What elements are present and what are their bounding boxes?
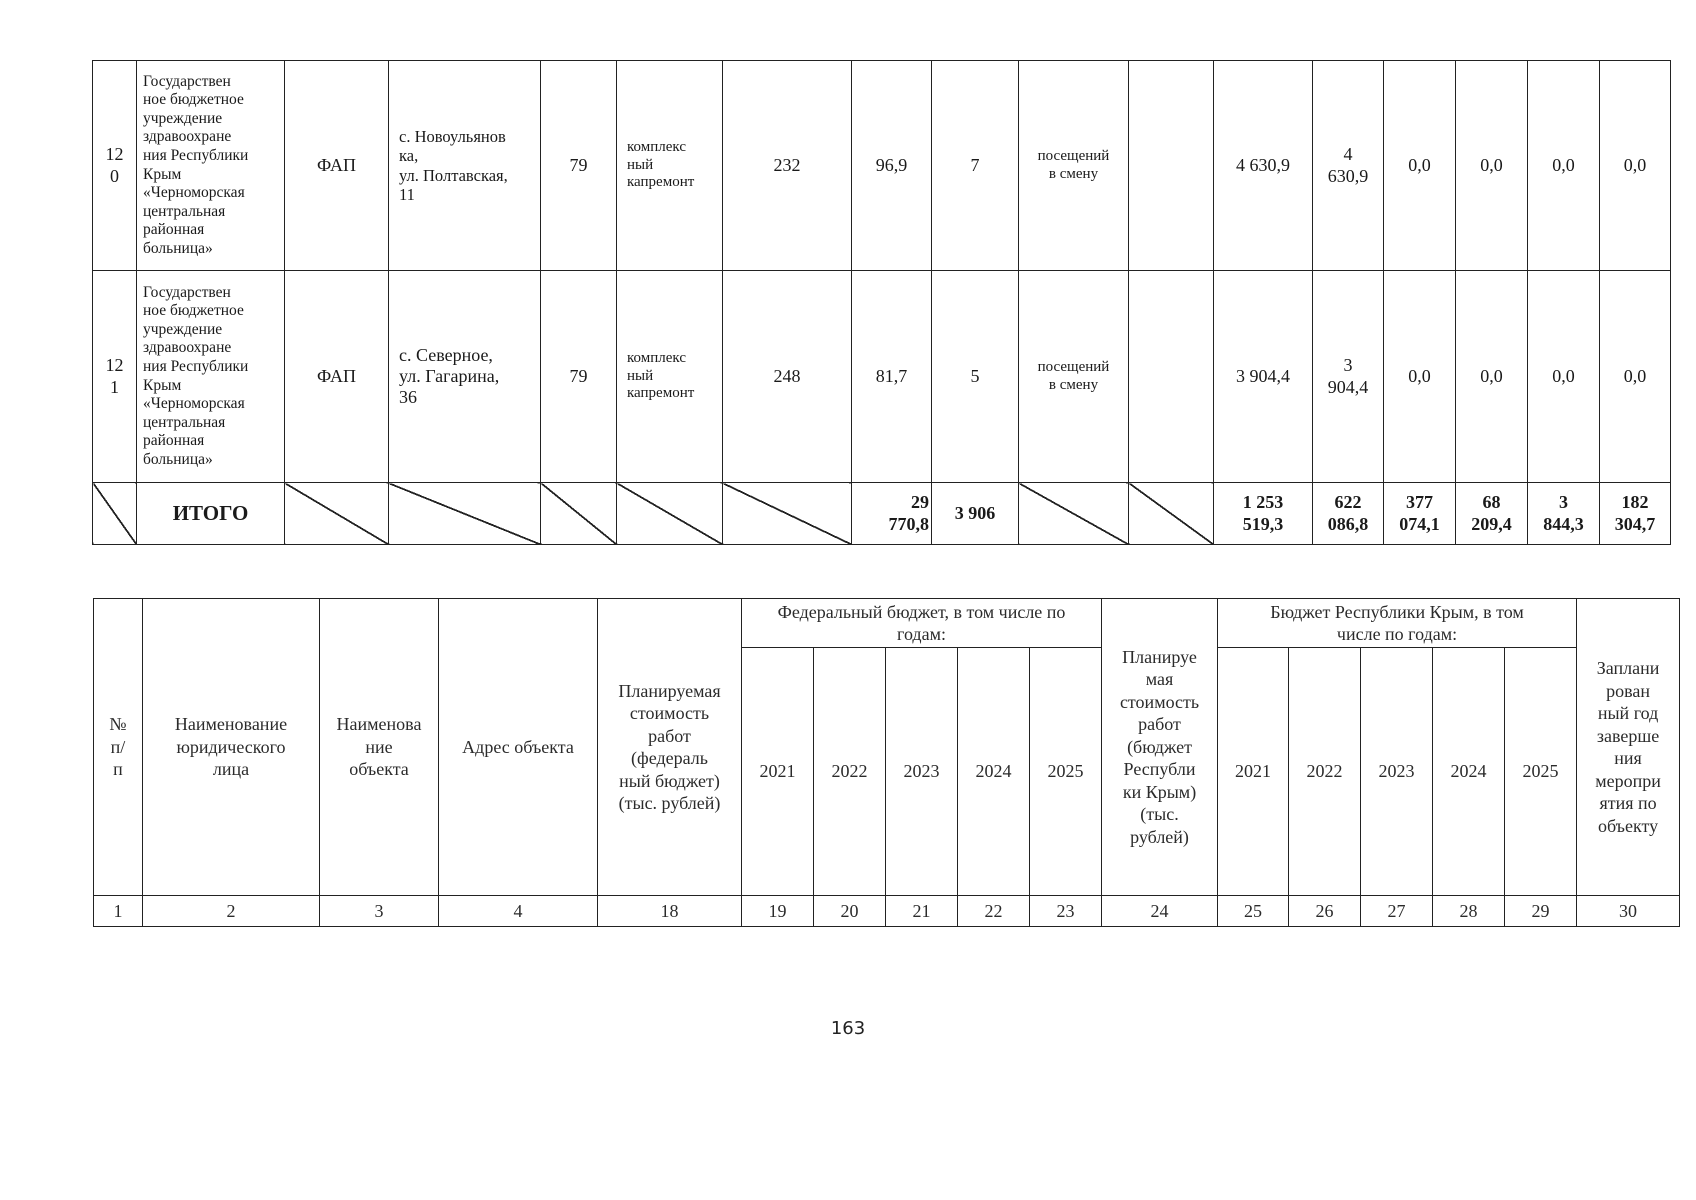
empty-diagonal-cell [541,483,617,545]
cell-value: 0,0 [1384,271,1456,483]
legal-entity-name: Государствен ное бюджетное учреждение здравоохране ния Республики Крым «Черноморская центральная районная больница» [137,271,285,483]
object-table-continued [92,60,1671,545]
total-value: 68 209,4 [1456,483,1528,545]
column-number: 3 [320,896,439,927]
header-row-number: № п/ п [94,599,143,896]
column-number: 26 [1289,896,1361,927]
empty-diagonal-cell [1129,483,1214,545]
column-number: 18 [598,896,742,927]
column-number: 30 [1577,896,1680,927]
header-federal-cost: Планируемая стоимость работ (федераль ный бюджет) (тыс. рублей) [598,599,742,896]
cell-value: 232 [723,61,852,271]
cell-value: 0,0 [1384,61,1456,271]
column-number: 20 [814,896,886,927]
column-number: 4 [439,896,598,927]
column-number: 24 [1102,896,1218,927]
cell-value: 0,0 [1456,271,1528,483]
total-value: 29 770,8 [852,483,932,545]
year-header: 2024 [958,648,1030,896]
column-number: 1 [94,896,143,927]
budget-header-table [93,598,1680,927]
legal-entity-name: Государствен ное бюджетное учреждение здравоохране ния Республики Крым «Черноморская центральная районная больница» [137,61,285,271]
capacity-unit: посещений в смену [1019,271,1129,483]
year-header: 2022 [1289,648,1361,896]
year-header: 2022 [814,648,886,896]
year-header: 2025 [1030,648,1102,896]
object-type: ФАП [285,61,389,271]
object-address: с. Северное, ул. Гагарина, 36 [389,271,541,483]
empty-diagonal-cell [723,483,852,545]
cell-value: 3 904,4 [1214,271,1313,483]
cell-value: 0,0 [1600,61,1671,271]
total-value: 3 906 [932,483,1019,545]
empty-diagonal-cell [1019,483,1129,545]
table-row [93,271,1671,483]
page-number: 163 [830,1018,866,1039]
column-number: 27 [1361,896,1433,927]
column-number: 28 [1433,896,1505,927]
header-object-name: Наименова ние объекта [320,599,439,896]
cell-value: 4 630,9 [1214,61,1313,271]
cell-value: 3 904,4 [1313,271,1384,483]
empty-diagonal-cell [285,483,389,545]
year-header: 2021 [742,648,814,896]
total-value: 622 086,8 [1313,483,1384,545]
cell-value: 0,0 [1528,271,1600,483]
row-number: 12 0 [93,61,137,271]
column-number: 25 [1218,896,1289,927]
column-number: 21 [886,896,958,927]
year-header: 2024 [1433,648,1505,896]
work-type: комплекс ный капремонт [617,61,723,271]
year-header: 2023 [886,648,958,896]
year-header: 2025 [1505,648,1577,896]
column-numbers-row [94,896,1680,927]
header-address: Адрес объекта [439,599,598,896]
header-federal-budget: Федеральный бюджет, в том числе по годам: [742,599,1102,648]
year-header: 2021 [1218,648,1289,896]
total-label: ИТОГО [137,483,285,545]
cell-value: 7 [932,61,1019,271]
header-crimea-budget: Бюджет Республики Крым, в том числе по годам: [1218,599,1577,648]
empty-diagonal-cell [93,483,137,545]
cell-value: 0,0 [1528,61,1600,271]
cell-value: 248 [723,271,852,483]
header-completion-year: Заплани рован ный год заверше ния меропри ятия по объекту [1577,599,1680,896]
total-value: 3 844,3 [1528,483,1600,545]
object-address: с. Новоульянов ка, ул. Полтавская, 11 [389,61,541,271]
empty-diagonal-cell [617,483,723,545]
cell-value: 79 [541,61,617,271]
total-row [93,483,1671,545]
cell-value: 81,7 [852,271,932,483]
header-crimea-cost: Планируе мая стоимость работ (бюджет Республи ки Крым) (тыс. рублей) [1102,599,1218,896]
total-value: 182 304,7 [1600,483,1671,545]
year-header: 2023 [1361,648,1433,896]
cell-value: 96,9 [852,61,932,271]
cell-value: 5 [932,271,1019,483]
work-type: комплекс ный капремонт [617,271,723,483]
capacity-unit: посещений в смену [1019,61,1129,271]
row-number: 12 1 [93,271,137,483]
object-type: ФАП [285,271,389,483]
column-number: 22 [958,896,1030,927]
cell-value: 0,0 [1600,271,1671,483]
header-legal-entity: Наименование юридического лица [143,599,320,896]
cell-value [1129,61,1214,271]
total-value: 1 253 519,3 [1214,483,1313,545]
cell-value [1129,271,1214,483]
header-row [94,599,1680,648]
column-number: 29 [1505,896,1577,927]
column-number: 2 [143,896,320,927]
total-value: 377 074,1 [1384,483,1456,545]
cell-value: 0,0 [1456,61,1528,271]
empty-diagonal-cell [389,483,541,545]
cell-value: 79 [541,271,617,483]
cell-value: 4 630,9 [1313,61,1384,271]
column-number: 23 [1030,896,1102,927]
table-row [93,61,1671,271]
column-number: 19 [742,896,814,927]
